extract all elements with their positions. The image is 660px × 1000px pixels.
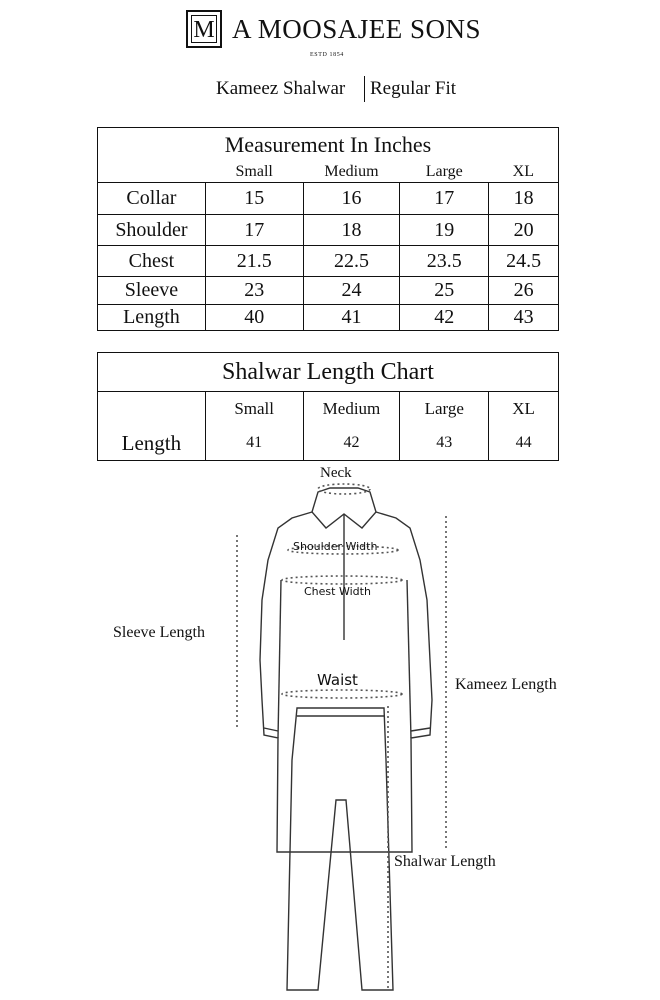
table-cell: 17 [205,215,303,246]
shalwar-length-label: Shalwar Length [394,853,496,870]
table-cell: 19 [400,215,489,246]
table-cell: 22.5 [303,246,400,277]
table-cell: 23.5 [400,246,489,277]
row-label: Length [98,426,206,461]
waist-guide [282,690,402,698]
table-cell: 24 [303,277,400,305]
shoulder-width-label: Shoulder Width [293,540,378,553]
right-armhole [407,580,411,738]
column-header: Large [425,163,463,180]
table-cell: 17 [400,183,489,215]
table-cell: 23 [205,277,303,305]
table-cell: 20 [489,215,559,246]
table-cell: 24.5 [489,246,559,277]
table-cell: 15 [205,183,303,215]
fit-type: Regular Fit [370,78,457,99]
row-label: Collar [98,183,206,215]
kameez-table-title: Measurement In Inches [98,128,559,163]
table-cell: 44 [489,426,559,461]
established-year: ESTD 1854 [310,52,344,58]
table-cell: 18 [303,215,400,246]
chest-width-label: Chest Width [304,585,371,598]
table-cell: 26 [489,277,559,305]
brand-name: A MOOSAJEE SONS [232,14,482,44]
table-cell: 18 [489,183,559,215]
table-cell: 43 [400,426,489,461]
chest-guide [282,576,402,584]
left-cuff [264,728,278,731]
table-cell: 16 [303,183,400,215]
column-header: XL [489,392,559,427]
column-header: Medium [303,392,400,427]
table-cell: 41 [205,426,303,461]
column-header: Small [205,392,303,427]
row-label: Sleeve [98,277,206,305]
kameez-length-label: Kameez Length [455,676,557,693]
waist-label: Waist [317,671,358,689]
table-cell: 42 [303,426,400,461]
table-cell: 41 [303,305,400,331]
column-header: Small [235,163,273,180]
row-label: Chest [98,246,206,277]
right-cuff [411,728,430,731]
table-cell: 25 [400,277,489,305]
row-label: Shoulder [98,215,206,246]
column-header: Medium [324,163,379,180]
table-cell: 43 [489,305,559,331]
shalwar-outline [287,708,393,990]
left-armhole [278,580,281,738]
product-type: Kameez Shalwar [216,78,346,99]
logo-letter: M [191,15,217,43]
table-cell: 40 [205,305,303,331]
table-cell: 42 [400,305,489,331]
sleeve-length-label: Sleeve Length [113,624,205,641]
row-label: Length [98,305,206,331]
column-header: XL [489,162,559,183]
table-cell: 21.5 [205,246,303,277]
column-header: Large [400,392,489,427]
neck-label: Neck [320,465,352,481]
shalwar-table-title: Shalwar Length Chart [98,353,559,392]
